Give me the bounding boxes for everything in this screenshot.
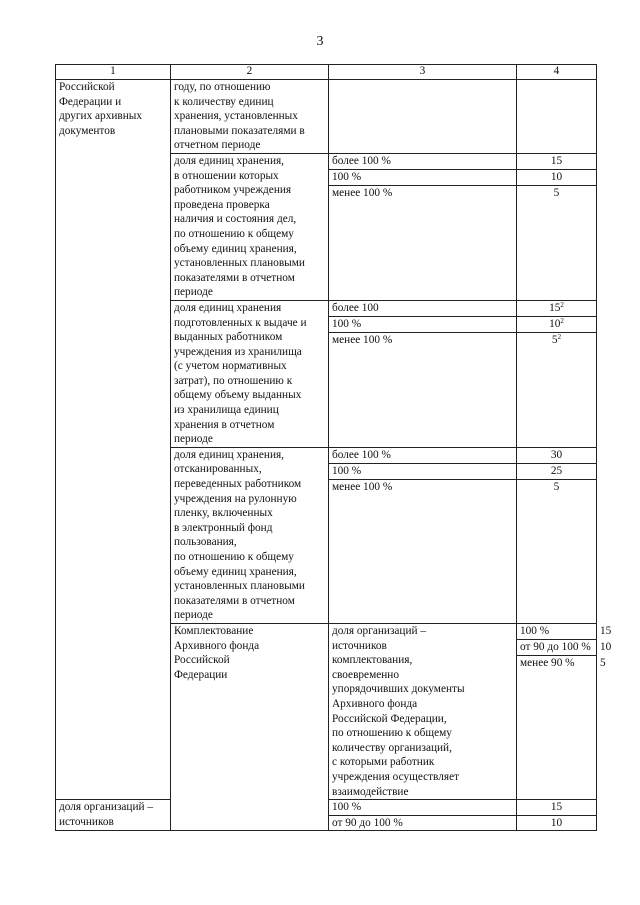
column-header-4: 4	[517, 65, 597, 80]
column-header-1: 1	[56, 65, 171, 80]
section-name: Комплектование Архивного фонда Российской Федерации	[171, 623, 329, 830]
column-header-2: 2	[171, 65, 329, 80]
footnote-mark: 2	[560, 300, 564, 309]
criteria-table	[55, 64, 612, 831]
criteria-cell: менее 100 %	[329, 479, 517, 623]
points-value: 10	[549, 317, 561, 330]
points-cell: 10	[517, 815, 597, 831]
points-value: 15	[549, 301, 561, 314]
criteria-cell: 100 %	[329, 316, 517, 332]
indicator-text: доля организаций – источников	[56, 800, 171, 831]
criteria-cell: от 90 до 100 %	[517, 640, 597, 656]
points-cell: 10	[517, 169, 597, 185]
criteria-cell: 100 %	[329, 169, 517, 185]
criteria-cell: менее 100 %	[329, 185, 517, 300]
page-number: 3	[316, 34, 324, 49]
table-row: Комплектование Архивного фонда Российской Федерации доля организаций – источников комплектования, своевременно упорядочивших документы Архивного фонда Российской Федерации, по отношению к общему количеству организаций, с которыми работник учреждения осуществляет взаимодействие 100 % 15	[56, 623, 597, 639]
points-cell	[517, 316, 597, 332]
column-header-3: 3	[329, 65, 517, 80]
footnote-mark: 2	[557, 332, 562, 341]
criteria-cell	[329, 80, 517, 154]
points-cell: 15	[517, 800, 597, 816]
points-cell	[517, 80, 597, 154]
criteria-cell: более 100	[329, 300, 517, 316]
footnote-mark: 2	[560, 316, 564, 325]
points-cell	[517, 332, 597, 447]
criteria-cell: менее 90 %	[517, 656, 597, 800]
criteria-cell: более 100 %	[329, 153, 517, 169]
indicator-text: году, по отношению к количеству единиц хранения, установленных плановыми показателями в отчетном периоде	[171, 80, 329, 154]
indicator-text: доля единиц хранения подготовленных к выдаче и выданных работником учреждения из хранилища (с учетом нормативных затрат), по отношению к общему объему выданных из хранилища единиц хранения в отчетном периоде	[171, 300, 329, 447]
table-row: от 90 до 100 % 10	[56, 640, 597, 656]
header-row	[56, 65, 597, 80]
indicator-text: доля единиц хранения, в отношении которых работником учреждения проведена проверка наличия и состояния дел, по отношению к общему объему единиц хранения, установленных плановыми показателями в отчетном периоде	[171, 153, 329, 300]
table-row	[56, 80, 597, 154]
points-cell	[517, 300, 597, 316]
table-row: менее 90 % 5	[56, 656, 597, 800]
points-cell: 25	[517, 463, 597, 479]
indicator-text: доля организаций – источников комплектования, своевременно упорядочивших документы Архивного фонда Российской Федерации, по отношению к общему количеству организаций, с которыми работник учреждения осуществляет взаимодействие	[329, 623, 517, 799]
criteria-cell: более 100 %	[329, 447, 517, 463]
section-name: Российской Федерации и других архивных документов	[56, 80, 171, 800]
points-cell: 5	[517, 185, 597, 300]
criteria-cell: менее 100 %	[329, 332, 517, 447]
points-cell: 5	[517, 479, 597, 623]
criteria-cell: 100 %	[517, 623, 597, 639]
criteria-cell: 100 %	[329, 463, 517, 479]
criteria-cell: от 90 до 100 %	[329, 815, 517, 831]
indicator-text: доля единиц хранения, отсканированных, переведенных работником учреждения на рулонную пленку, включенных в электронный фонд пользования, по отношению к общему объему единиц хранения, установленных плановыми показателями в отчетном периоде	[171, 447, 329, 623]
points-value: 5	[551, 333, 558, 346]
points-cell: 15	[517, 153, 597, 169]
criteria-cell: 100 %	[329, 800, 517, 816]
points-cell: 30	[517, 447, 597, 463]
